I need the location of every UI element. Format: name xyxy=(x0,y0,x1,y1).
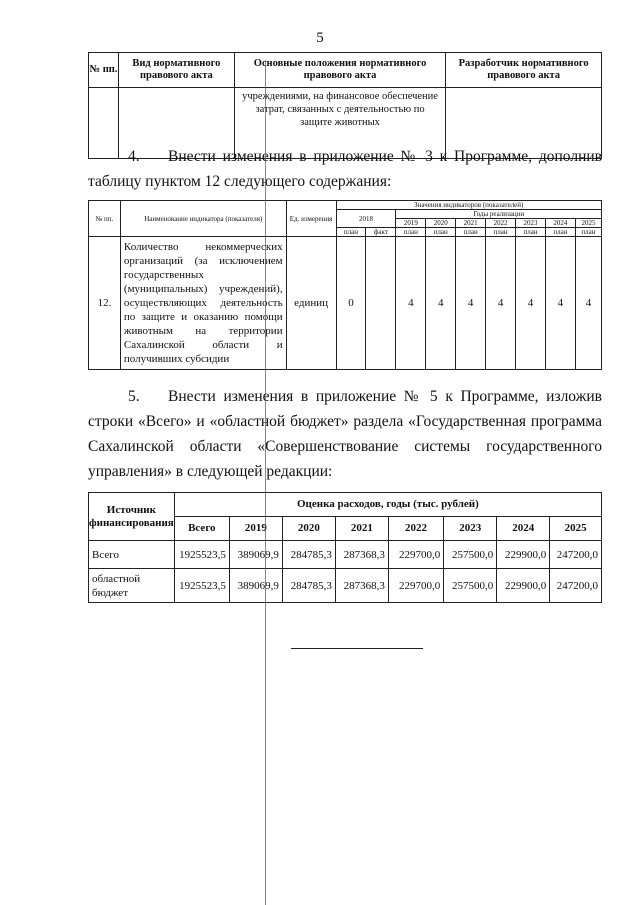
cell-value: 4 xyxy=(426,237,456,370)
header-plan: план xyxy=(426,228,456,237)
header-col: 2023 xyxy=(444,517,497,541)
header-plan: план xyxy=(486,228,516,237)
cell-num: 12. xyxy=(89,237,121,370)
cell-provisions: учреждениями, на финансовое обеспечение затрат, связанных с деятельностью по защите животных xyxy=(234,88,446,159)
header-col: 2019 xyxy=(229,517,282,541)
header-year: 2020 xyxy=(426,219,456,228)
cell-value: 4 xyxy=(456,237,486,370)
header-col: 2024 xyxy=(497,517,550,541)
header-col: 2025 xyxy=(550,517,602,541)
table-header-row xyxy=(89,53,602,88)
cell-value: 287368,3 xyxy=(335,569,388,603)
expenses-table xyxy=(88,492,602,603)
header-col: Всего xyxy=(174,517,229,541)
header-year: 2022 xyxy=(486,219,516,228)
paragraph-number: 5. xyxy=(128,388,140,405)
header-col: 2021 xyxy=(335,517,388,541)
header-source: Источник финансирования xyxy=(89,493,175,541)
header-fact: факт xyxy=(366,228,396,237)
header-year: 2019 xyxy=(396,219,426,228)
header-plan: план xyxy=(575,228,601,237)
cell-value: 284785,3 xyxy=(282,569,335,603)
cell-unit: единиц xyxy=(286,237,336,370)
header-plan: план xyxy=(545,228,575,237)
header-provisions: Основные положения нормативного правового акта xyxy=(234,53,446,88)
header-act-type: Вид нормативного правового акта xyxy=(118,53,234,88)
cell-value: 4 xyxy=(396,237,426,370)
cell-value: 287368,3 xyxy=(335,541,388,569)
header-year: 2023 xyxy=(516,219,546,228)
header-year: 2024 xyxy=(545,219,575,228)
header-year-2018: 2018 xyxy=(336,210,396,228)
indicators-table xyxy=(88,200,602,370)
header-year: 2021 xyxy=(456,219,486,228)
cell-value: 247200,0 xyxy=(550,541,602,569)
cell-indicator-name: Количество некоммерческих организаций (за исключением государственных (муниципальных) учреждений), осуществляющих деятельность по защите и оказанию помощи животным на территории Сахалинской области и получивших субсидии xyxy=(120,237,286,370)
header-col: 2022 xyxy=(388,517,443,541)
header-years: Годы реализации xyxy=(396,210,602,219)
cell-value: 284785,3 xyxy=(282,541,335,569)
header-estimate: Оценка расходов, годы (тыс. рублей) xyxy=(174,493,601,517)
cell-value: 257500,0 xyxy=(444,541,497,569)
header-plan: план xyxy=(516,228,546,237)
table-row xyxy=(89,237,602,370)
cell-value: 389069,9 xyxy=(229,569,282,603)
cell-value: 1925523,5 xyxy=(174,541,229,569)
cell-value: 4 xyxy=(575,237,601,370)
header-indicator-values: Значения индикаторов (показателей) xyxy=(336,201,601,210)
cell-value: 247200,0 xyxy=(550,569,602,603)
paragraph-text: Внести изменения в приложение № 5 к Программе, изложив строки «Всего» и «областной бюджет» раздела «Государственная программа Сахалинской области «Совершенствование системы государственного управления» в следующей редакции: xyxy=(88,388,602,480)
regulatory-acts-table xyxy=(88,52,602,159)
cell-value: 1925523,5 xyxy=(174,569,229,603)
cell-value: 257500,0 xyxy=(444,569,497,603)
header-year: 2025 xyxy=(575,219,601,228)
cell-value: 0 xyxy=(336,237,366,370)
paragraph-text: Внести изменения в приложение № 3 к Программе, дополнив таблицу пунктом 12 следующего содержания: xyxy=(88,148,602,190)
scan-artifact-line xyxy=(265,60,266,905)
header-plan: план xyxy=(396,228,426,237)
header-plan: план xyxy=(456,228,486,237)
cell-value: 229700,0 xyxy=(388,569,443,603)
cell-value: 4 xyxy=(516,237,546,370)
table-row xyxy=(89,541,602,569)
paragraph-5 xyxy=(88,384,602,484)
header-num: № пп. xyxy=(89,53,119,88)
cell-value: 4 xyxy=(545,237,575,370)
header-plan: план xyxy=(336,228,366,237)
header-indicator-name: Наименование индикатора (показателя) xyxy=(120,201,286,237)
cell-value: 229900,0 xyxy=(497,569,550,603)
cell-value xyxy=(366,237,396,370)
cell-value: 229700,0 xyxy=(388,541,443,569)
cell-source: Всего xyxy=(89,541,175,569)
end-divider xyxy=(291,648,423,649)
paragraph-4 xyxy=(88,144,602,194)
table-row xyxy=(89,569,602,603)
header-col: 2020 xyxy=(282,517,335,541)
cell-source: областной бюджет xyxy=(89,569,175,603)
page-number: 5 xyxy=(316,30,324,46)
header-unit: Ед. измерения xyxy=(286,201,336,237)
header-num: № пп. xyxy=(89,201,121,237)
paragraph-number: 4. xyxy=(128,148,140,165)
cell-value: 389069,9 xyxy=(229,541,282,569)
cell-value: 229900,0 xyxy=(497,541,550,569)
header-developer: Разработчик нормативного правового акта xyxy=(446,53,602,88)
cell-value: 4 xyxy=(486,237,516,370)
